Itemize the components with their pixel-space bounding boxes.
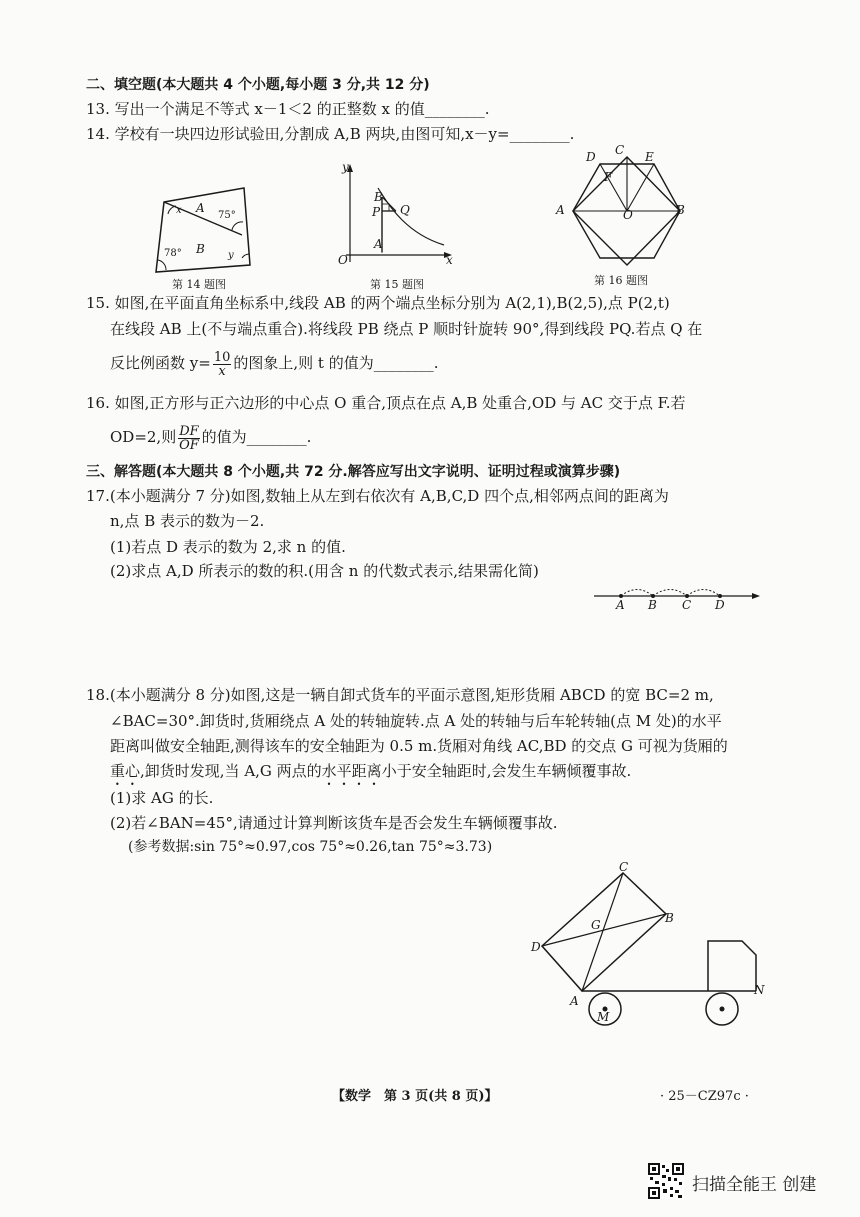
fig15-label-b: B [374,190,383,204]
fig14-label-75: 75° [218,210,236,221]
axis-label-b: B [648,598,657,612]
question-14: 14. 学校有一块四边形试验田,分割成 A,B 两块,由图可知,x－y=________. [86,125,575,143]
truck-label-a: A [570,994,579,1008]
fig15-label-a: A [374,237,383,251]
q18-emph-center: 重心 [110,762,141,780]
question-18-part2: (2)若∠BAN=45°,请通过计算判断该货车是否会发生车辆倾覆事故. [110,814,558,832]
fig15-label-o: O [338,253,348,267]
fig16-label-c: C [615,143,625,157]
q15-frac-den: x [218,363,226,379]
fig15-label-x: x [446,253,453,267]
question-18-line1: 18.(本小题满分 8 分)如图,这是一辆自卸式货车的平面示意图,矩形货厢 ABCD 的宽 BC=2 m, [86,686,714,704]
q16-text-post: 的值为________. [201,428,312,446]
question-17-part2: (2)求点 A,D 所表示的数的积.(用含 n 的代数式表示,结果需化简) [110,562,539,580]
q18-emph-distance: 水平距离 [321,762,382,780]
q15-frac-num: 10 [213,349,231,365]
page-footer: 【数学 第 3 页(共 8 页)】 [332,1089,498,1104]
fig14-label-78: 78° [164,248,182,259]
fig15-label-p: P [372,205,381,219]
scanner-watermark: 扫描全能王 创建 [692,1175,817,1195]
truck-label-m: M [597,1010,610,1024]
question-15-line3 [110,348,438,378]
fig16-label-f: F [604,170,613,184]
q15-text-pre: 反比例函数 y= [110,354,211,372]
question-17-line1: 17.(本小题满分 7 分)如图,数轴上从左到右依次有 A,B,C,D 四个点,相邻两点间的距离为 [86,487,669,505]
axis-label-d: D [715,598,725,612]
question-13: 13. 写出一个满足不等式 x－1＜2 的正整数 x 的值________. [86,100,490,118]
q15-text-post: 的图象上,则 t 的值为________. [233,354,439,372]
truck-label-b: B [665,911,674,925]
fig14-caption: 第 14 题图 [172,278,226,291]
q16-fraction [178,425,199,452]
fig14-label-x: x [176,205,182,216]
question-16-line2 [110,422,311,452]
question-15-line1: 15. 如图,在平面直角坐标系中,线段 AB 的两个端点坐标分别为 A(2,1),B(2,5),点 P(2,t) [86,294,670,312]
truck-label-n: N [754,983,765,997]
axis-label-a: A [616,598,625,612]
q16-frac-den: OF [179,437,199,453]
fig16-label-o: O [623,208,633,222]
fig15-label-q: Q [400,203,410,217]
question-18-reference: (参考数据:sin 75°≈0.97,cos 75°≈0.26,tan 75°≈3.73) [128,839,493,855]
fig16-label-a: A [556,203,565,217]
question-17-part1: (1)若点 D 表示的数为 2,求 n 的值. [110,538,346,556]
fig16-label-d: D [586,150,596,164]
question-18-line3: 距离叫做安全轴距,测得该车的安全轴距为 0.5 m.货厢对角线 AC,BD 的交点 G 可视为货厢的 [110,737,728,755]
question-18-part1: (1)求 AG 的长. [110,789,214,807]
fig16-caption: 第 16 题图 [594,274,648,287]
fig16-label-b: B [676,203,685,217]
question-17-line2: n,点 B 表示的数为－2. [110,512,265,530]
q16-frac-num: DF [179,423,199,439]
q18-line4-mid: ,卸货时发现,当 A,G 两点的 [140,762,322,780]
question-18-line4 [110,760,631,789]
q18-line4-post: 小于安全轴距时,会发生车辆倾覆事故. [381,762,632,780]
qr-code-icon [648,1163,684,1199]
truck-label-d: D [531,940,541,954]
fig14-label-a: A [196,201,205,215]
q15-fraction [213,351,232,378]
section-heading-fill-blank: 二、填空题(本大题共 4 个小题,每小题 3 分,共 12 分) [86,77,430,93]
fig15-label-y: y [342,160,349,174]
figure-15 [340,160,460,275]
question-16-line1: 16. 如图,正方形与正六边形的中心点 O 重合,顶点在点 A,B 处重合,OD 与 AC 交于点 F.若 [86,394,686,412]
question-18-line2: ∠BAC=30°.卸货时,货厢绕点 A 处的转轴旋转.点 A 处的转轴与后车轮转轴(点 M 处)的水平 [110,712,722,730]
question-15-line2: 在线段 AB 上(不与端点重合).将线段 PB 绕点 P 顺时针旋转 90°,得到线段 PQ.若点 Q 在 [110,320,703,338]
axis-label-c: C [682,598,692,612]
page-code: · 25－CZ97c · [660,1089,749,1104]
fig16-label-e: E [645,150,654,164]
section-heading-answer: 三、解答题(本大题共 8 个小题,共 72 分.解答应写出文字说明、证明过程或演算步骤) [86,464,621,480]
fig15-caption: 第 15 题图 [370,278,424,291]
fig14-label-b: B [196,242,205,256]
truck-figure [520,860,780,1030]
truck-label-g: G [591,918,601,932]
figure-14 [150,180,260,275]
q16-text-pre: OD=2,则 [110,428,177,446]
figure-16 [560,155,680,275]
fig14-label-y: y [228,250,234,261]
truck-label-c: C [619,860,629,874]
